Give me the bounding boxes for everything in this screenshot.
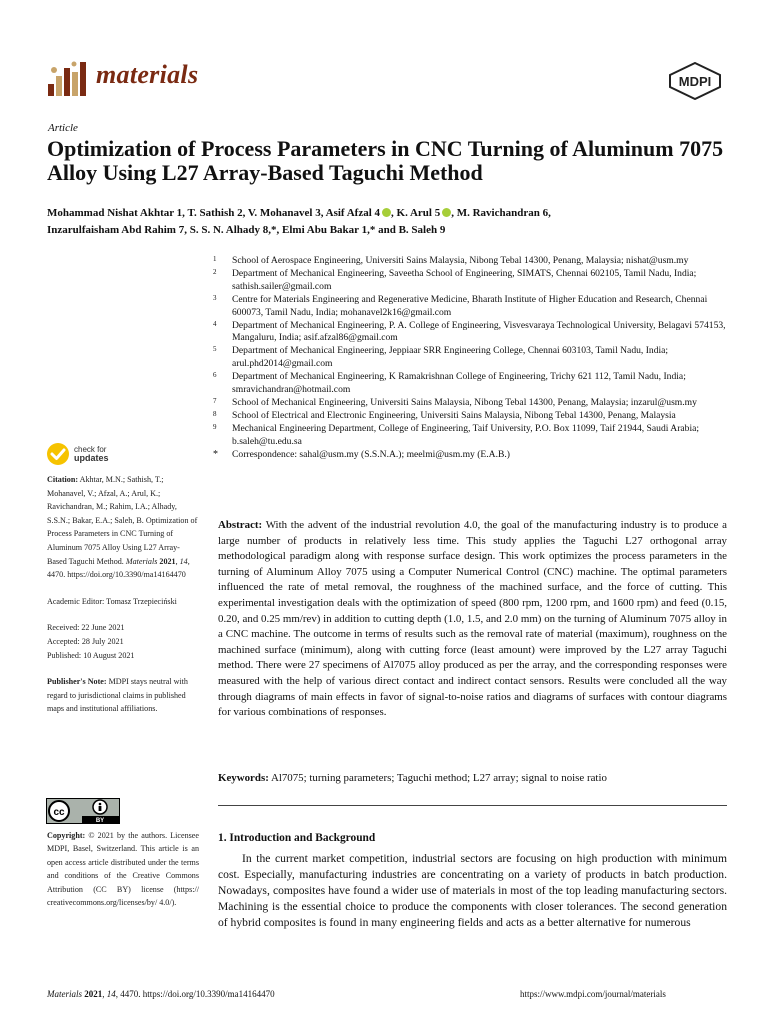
citation-doi-link[interactable]: https://doi.org/10.3390/ma14164470 [67,570,186,580]
publishers-note-label: Publisher's Note: [47,677,107,687]
affiliation-item [213,345,728,371]
journal-name: materials [96,60,199,89]
abstract-text: With the advent of the industrial revolution 4.0, the goal of the manufacturing industry is to produce a large number of products in relatively less time. This study applies the Taguchi L27 orthogonal array methodological paradigm along with response surface design. This work optimizes the process parameters in the turning of Aluminum Alloy 7075 using a Computer Numerical Control (CNC) machine. The optimal parameters influenced the rate of metal removal, the roughness of the machined surface, and the force of cutting. This experimental investigation deals with the optimization of speed (800 rpm, 1200 rpm, and 1600 rpm) and feed (0.15, 0.20, and 0.25 mm/rev) in addition to cutting depth (1.0, 1.5, and 2.0 mm) on the turning of Aluminum 7075 alloy in a CNC machine. The outcome in terms of results such as the removal rate of material (maximum), roughness on the machined surface (minimum), along with cutting force (least amount) were improved by the L27 array Taguchi method. There were 27 specimens of Al7075 alloy produced as per the array, and the corresponding responses were measured with the help of various direct contact and indirect contact sensors. Results were concluded all the way through diagrams of main effects in favor of signal-to-noise ratios and diagrams of surfaces with contour diagrams for various combinations of responses. [218,519,727,719]
mdpi-logo-icon [667,62,723,100]
cc-by-license-icon[interactable] [46,798,120,824]
correspondence-text: Correspondence: sahal@usm.my (S.S.N.A.); meelmi@usm.my (E.A.B.) [232,448,510,460]
affiliation-text: Centre for Materials Engineering and Regenerative Medicine, Bharath Institute of Higher Education and Research, Chennai 600073, Tamil Nadu, India; mohanavel2k16@gmail.com [232,293,708,318]
citation: Citation: Akhtar, M.N.; Sathish, T.; Mohanavel, V.; Afzal, A.; Arul, K.; Ravichandran, M.; Rahim, I.A.; Alhady, S.S.N.; Bakar, E.A.; Saleh, B. Optimization of Process Parameters in CNC Turning of Aluminum 7075 Alloy Using L27 Array-Based Taguchi Method. Materials 2021, 14, 4470. https://doi.org/10.3390/ma14164470 [47,475,198,580]
correspondence-star: * [213,448,218,460]
received-date: Received: 22 June 2021 [47,623,125,633]
affiliation-number: 8 [213,409,217,418]
footer-journal-url[interactable]: https://www.mdpi.com/journal/materials [520,989,666,999]
correspondence [213,449,728,462]
academic-editor: Academic Editor: Tomasz Trzepieciński [47,596,177,606]
published-date: Published: 10 August 2021 [47,650,135,660]
journal-logo-icon [46,58,90,98]
keywords-label: Keywords: [218,772,269,784]
section-body: In the current market competition, industrial sectors are focusing on high production with minimum cost. Especially, manufacturing industries are concentrating on a variety of products in batch production. Nowadays, composites have found a wider use of materials in most of the top leading manufacturing sectors. Machining is the essential choice to produce the components with closer tolerances. The second generation of hybrid composites is found in many engineering fields and acts as a better alternative for numerous [218,852,727,929]
citation-text: Akhtar, M.N.; Sathish, T.; Mohanavel, V.; Afzal, A.; Arul, K.; Ravichandran, M.; Rahim, I.A.; Alhady, S.S.N.; Bakar, E.A.; Saleh, B. Optimization of Process Parameters in CNC Turning of Aluminum 7075 Alloy Using L27 Array-Based Taguchi Method. [47,475,198,566]
publisher-name: MDPI [678,74,712,89]
authors-line-1: Mohammad Nishat Akhtar 1, T. Sathish 2, V. Mohanavel 3, Asif Afzal 4 [47,207,381,219]
affiliation-text: School of Electrical and Electronic Engineering, Universiti Sains Malaysia, Nibong Tebal 14300, Penang, Malaysia [232,409,676,421]
affiliations [213,255,728,462]
citation-volume: 14 [179,556,188,566]
footer-year: 2021 [84,989,103,999]
citation-label: Citation: [47,475,79,484]
affiliation-item [213,397,728,410]
affiliation-number: 3 [213,293,217,302]
affiliation-item [213,320,728,346]
author-list [47,205,727,239]
check-updates-icon [46,442,70,466]
affiliation-text: Department of Mechanical Engineering, K Ramakrishnan College of Engineering, Trichy 621 112, Tamil Nadu, India; smravichandran@hotmail.com [232,371,686,396]
abstract-label: Abstract: [218,519,263,531]
authors-line-1b: , K. Arul 5 [391,207,441,219]
section-divider [218,805,727,806]
orcid-icon[interactable] [442,208,451,217]
affiliation-number: 2 [213,267,217,276]
article-title: Optimization of Process Parameters in CNC Turning of Aluminum 7075 Alloy Using L27 Array-Based Taguchi Method [47,136,724,185]
affiliation-number: 1 [213,255,217,263]
affiliation-item [213,294,728,320]
affiliation-number: 7 [213,396,217,405]
copyright-label: Copyright: [47,831,86,840]
authors-line-1c: , M. Ravichandran 6, [451,207,551,219]
copyright-notice [47,829,199,909]
check-for-updates-button[interactable] [46,442,146,468]
citation-journal: Materials [125,556,158,566]
abstract [218,518,727,721]
keywords [218,771,727,786]
sidebar [47,473,199,716]
article-type: Article [48,122,78,134]
affiliation-item [213,255,728,268]
affiliation-text: Department of Mechanical Engineering, P. A. College of Engineering, Visvesvaraya Technological University, Belagavi 574153, Mangaluru, India; asif.afzal86@gmail.com [232,319,726,344]
check-updates-line1: check for [74,445,107,454]
citation-year: 2021 [159,556,176,566]
affiliation-text: Mechanical Engineering Department, College of Engineering, Taif University, P.O. Box 11099, Taif 21944, Saudi Arabia; b.saleh@tu.edu.sa [232,422,700,447]
citation-pages: , 4470. [47,556,190,580]
publishers-note [47,675,199,716]
affiliation-number: 5 [213,345,217,354]
cc-label: cc [53,807,65,818]
affiliation-item [213,423,728,449]
footer-doi[interactable]: , 4470. https://doi.org/10.3390/ma14164470 [115,989,275,999]
publishers-note-text: MDPI stays neutral with regard to jurisdictional claims in published maps and institutional affiliations. [47,677,188,714]
affiliation-item [213,371,728,397]
affiliation-item [213,410,728,423]
affiliation-item [213,268,728,294]
section-heading: 1. Introduction and Background [218,832,376,844]
footer-journal: Materials [47,989,82,999]
keywords-text: Al7075; turning parameters; Taguchi method; L27 array; signal to noise ratio [270,772,607,784]
check-updates-line2: updates [74,453,109,463]
affiliation-number: 4 [213,319,217,328]
accepted-date: Accepted: 28 July 2021 [47,636,124,646]
footer-volume: 14 [106,989,116,999]
affiliation-number: 9 [213,422,217,431]
affiliation-text: Department of Mechanical Engineering, Saveetha School of Engineering, SIMATS, Chennai 602105, Tamil Nadu, India; sathish.sailer@gmail.com [232,267,697,292]
affiliation-number: 6 [213,371,217,380]
affiliation-text: Department of Mechanical Engineering, Jeppiaar SRR Engineering College, Chennai 603103, Tamil Nadu, India; arul.phd2014@gmail.com [232,345,669,370]
footer-citation: Materials 2021, 14, 4470. https://doi.org/10.3390/ma14164470 [47,989,275,999]
affiliation-text: School of Aerospace Engineering, Universiti Sains Malaysia, Nibong Tebal 14300, Penang, Malaysia; nishat@usm.my [232,255,689,266]
copyright-text: © 2021 by the authors. Licensee MDPI, Basel, Switzerland. This article is an open access article distributed under the terms and conditions of the Creative Commons Attribution (CC BY) license (https:// creativecommons.org/licenses/by/ 4.0/). [47,831,199,908]
authors-line-2: Inzarulfaisham Abd Rahim 7, S. S. N. Alhady 8,*, Elmi Abu Bakar 1,* and B. Saleh 9 [47,224,446,236]
affiliation-text: School of Mechanical Engineering, Universiti Sains Malaysia, Nibong Tebal 14300, Penang, Malaysia; inzarul@usm.my [232,396,697,408]
orcid-icon[interactable] [382,208,391,217]
by-label: BY [95,818,105,824]
